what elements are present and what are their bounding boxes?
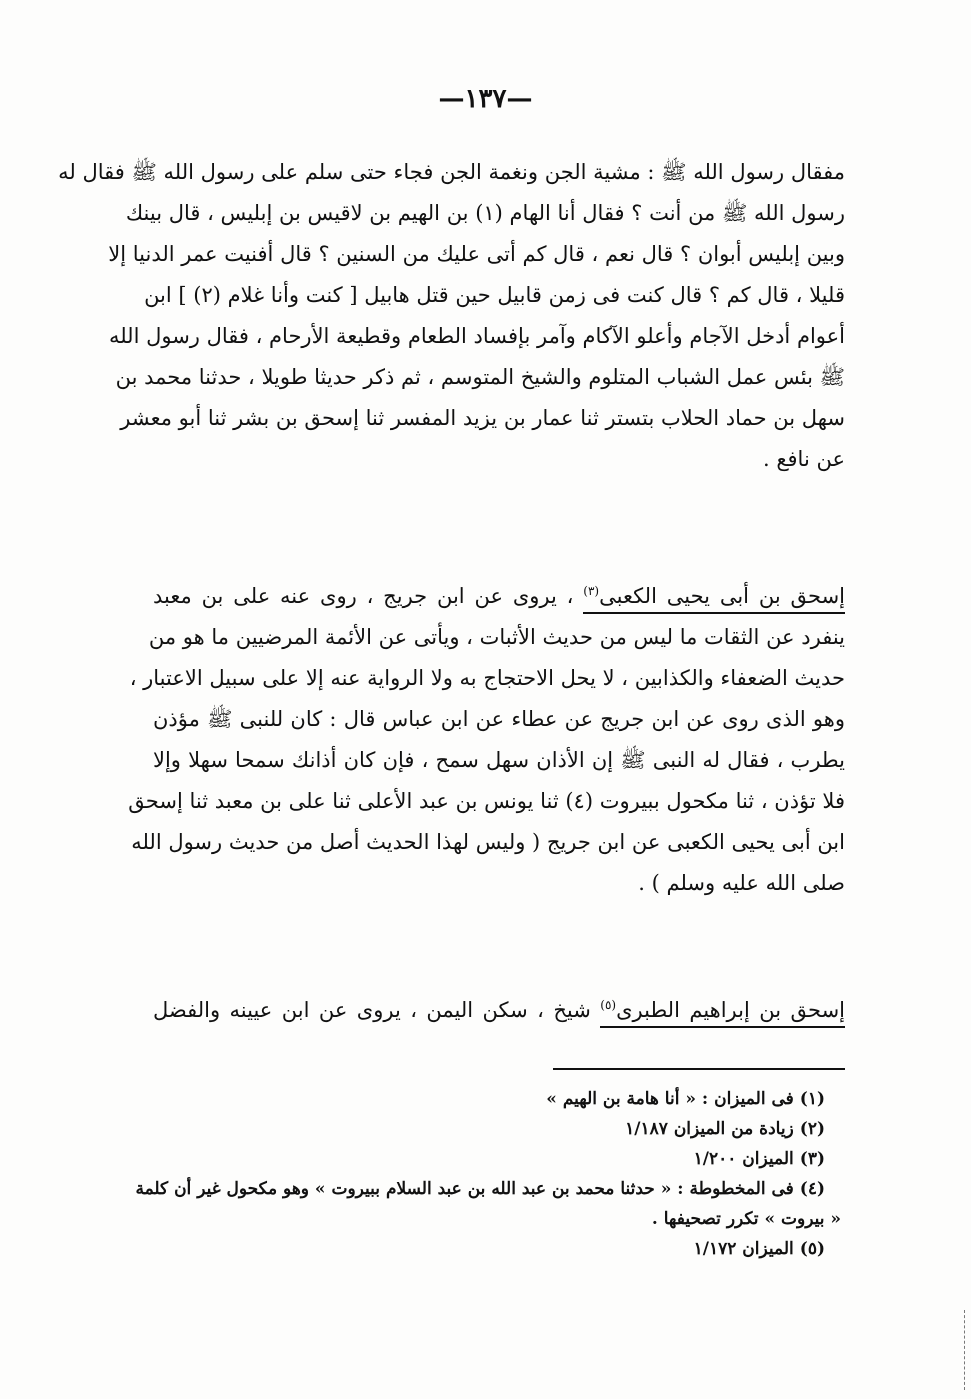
text-line: وبين إبليس أبوان ؟ قال نعم ، قال كم أتى عليك من السنين ؟ قال أفنيت عمر الدنيا إلا [108, 242, 845, 266]
footnote [151, 1144, 841, 1174]
narrator-name-text: إسحق بن أبى يحيى الكعبى [599, 584, 845, 608]
text-line: حديث الضعفاء والكذابين ، لا يحل الاحتجاج به ولا الرواية عنه إلا على سبيل الاعتبار ، [129, 666, 845, 690]
text-line: سهل بن حماد الحلاب بتستر ثنا عمار بن يزيد المفسر ثنا إسحق بن بشر ثنا أبو معشر [120, 406, 845, 430]
footnote-mark: (٥) [799, 1239, 825, 1259]
entry-heading-line [153, 576, 845, 617]
footnote-text: الميزان ١/٢٠٠ [693, 1149, 794, 1169]
entry-heading-rest: شيخ ، سكن اليمن ، يروى عن ابن عيينه والفضل [153, 998, 601, 1022]
footnote-text: فى الميزان : « أنا هامة بن الهيم » [546, 1089, 794, 1109]
footnote-mark: (٣) [799, 1149, 825, 1169]
footnote-ref: (٣) [583, 584, 600, 598]
page-number: —١٣٧— [438, 84, 533, 114]
footnotes [135, 1084, 841, 1264]
text-line: يطرب ، فقال له النبى ﷺ إن الأذان سهل سمح ، فإن كان أذانك سمحا سهلا وإلا [153, 748, 845, 772]
footnote-text: الميزان ١/١٧٢ [693, 1239, 794, 1259]
narrator-name-text: إسحق بن إبراهيم الطبرى [616, 998, 846, 1022]
text-line: ينفرد عن الثقات ما ليس من حديث الأثبات ، ويأتى عن الأئمة المرضيين ما هو من [148, 625, 845, 649]
narrator-name [583, 584, 845, 614]
text-line: فلا تؤذن ، ثنا مكحول ببيروت (٤) ثنا يونس بن عبد الأعلى ثنا على بن معبد ثنا إسحق [128, 789, 845, 813]
paragraph-2 [128, 576, 845, 904]
text-line: ﷺ بئس عمل الشباب المتلوم والشيخ المتوسم ، ثم ذكر حديثا طويلا ، حدثنا محمد بن [115, 365, 845, 389]
footnote-divider [553, 1068, 845, 1070]
footnote-continuation [151, 1204, 841, 1234]
footnote-text: فى المخطوطة : « حدثنا محمد بن عبد الله بن عبد السلام ببيروت » وهو مكحول غير أن كلمة [135, 1179, 794, 1199]
paragraph-1 [58, 152, 845, 480]
text-line: رسول الله ﷺ من أنت ؟ فقال أنا الهام (١) بن الهيم بن لاقيس بن إبليس ، قال بينك [125, 201, 845, 225]
footnote-mark: (٢) [799, 1119, 825, 1139]
footnote-ref: (٥) [600, 998, 617, 1012]
footnote [151, 1234, 841, 1264]
footnote [151, 1084, 841, 1114]
text-line: عن نافع . [762, 447, 845, 471]
text-line: صلى الله عليه وسلم ) . [638, 871, 845, 895]
footnote-text: زيادة من الميزان ١/١٨٧ [625, 1119, 794, 1139]
page-edge-marks [962, 1310, 965, 1390]
footnote-mark: (٤) [799, 1179, 825, 1199]
footnote-mark: (١) [799, 1089, 825, 1109]
text-line: أعوام أدخل الآجام وأعلو الآكام وآمر بإفساد الطعام وقطيعة الأرحام ، فقال رسول الله [108, 324, 845, 348]
text-line: ابن أبى يحيى الكعبى عن ابن جريج ( وليس لهذا الحديث أصل من حديث رسول الله [131, 830, 845, 854]
footnote-text: « بيروت » تكرر تصحيفها . [651, 1209, 841, 1229]
text-line: قليلا ، قال كم ؟ قال كنت فى زمن قابيل حين قتل هابيل [ كنت وأنا غلام (٢) ] ابن [144, 283, 845, 307]
narrator-name [600, 998, 845, 1028]
entry-heading-line [153, 990, 845, 1031]
paragraph-3 [153, 990, 845, 1031]
text-line: وهو الذى روى عن ابن جريج عن عطاء عن ابن عباس قال : كان للنبى ﷺ مؤذن [153, 707, 845, 731]
text-line: مفقال رسول الله ﷺ : مشية الجن ونغمة الجن فجاء حتى سلم على رسول الله ﷺ فقال له [58, 160, 845, 184]
footnote [151, 1114, 841, 1144]
footnote [135, 1174, 841, 1204]
entry-heading-rest: ، يروى عن ابن جريج ، روى عنه على بن معبد [153, 584, 584, 608]
